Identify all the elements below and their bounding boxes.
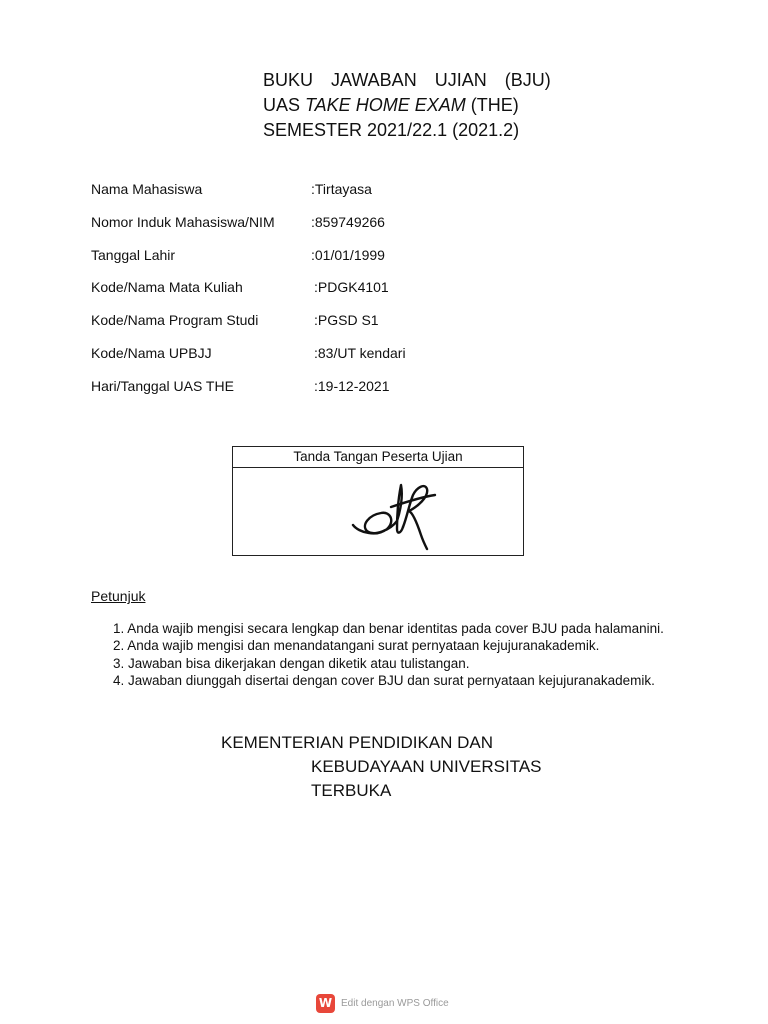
- signature-image: [351, 477, 441, 553]
- instruction-item: 4. Jawaban diunggah disertai dengan cover BJU dan surat pernyataan kejujuranakademik.: [113, 673, 655, 689]
- identity-label: Nama Mahasiswa: [91, 181, 203, 197]
- identity-label: Kode/Nama UPBJJ: [91, 344, 212, 361]
- identity-value: :Tirtayasa: [311, 181, 372, 197]
- instruction-item: 3. Jawaban bisa dikerjakan dengan diketik atau tulistangan.: [113, 655, 470, 671]
- title-line-2-prefix: UAS: [263, 95, 306, 115]
- wps-logo-icon: W: [316, 994, 335, 1013]
- identity-value: :PGSD S1: [314, 312, 379, 329]
- identity-label: Kode/Nama Mata Kuliah: [91, 279, 243, 296]
- identity-value: :19-12-2021: [314, 377, 390, 394]
- identity-label: Hari/Tanggal UAS THE: [91, 377, 234, 394]
- identity-label: Kode/Nama Program Studi: [91, 312, 259, 329]
- ministry-line-3: TERBUKA: [311, 781, 392, 800]
- identity-value: :83/UT kendari: [314, 344, 406, 361]
- ministry-line-1: KEMENTERIAN PENDIDIKAN DAN: [221, 733, 494, 752]
- signature-box-header: Tanda Tangan Peserta Ujian: [233, 447, 523, 468]
- title-line-1: BUKU JAWABAN UJIAN (BJU): [263, 70, 551, 90]
- wps-edit-link[interactable]: Edit dengan WPS Office: [341, 998, 449, 1009]
- ministry-line-2: KEBUDAYAAN UNIVERSITAS: [311, 757, 542, 776]
- wps-office-badge[interactable]: [316, 994, 449, 1013]
- identity-label: Nomor Induk Mahasiswa/NIM: [91, 213, 275, 230]
- title-line-2: [263, 93, 551, 118]
- document-title: [263, 68, 551, 143]
- instruction-item: 1. Anda wajib mengisi secara lengkap dan benar identitas pada cover BJU pada halamanini.: [113, 621, 664, 636]
- instructions-title: Petunjuk: [91, 588, 146, 604]
- instruction-item: 2. Anda wajib mengisi dan menandatangani surat pernyataan kejujuranakademik.: [113, 638, 600, 654]
- identity-label: Tanggal Lahir: [91, 246, 176, 263]
- title-line-2-suffix: (THE): [465, 95, 519, 115]
- identity-value: :01/01/1999: [311, 246, 385, 263]
- signature-box: [232, 446, 524, 556]
- identity-value: :PDGK4101: [314, 279, 389, 296]
- identity-value: :859749266: [311, 213, 385, 230]
- title-line-2-italic: TAKE HOME EXAM: [305, 95, 466, 115]
- instructions-list: [113, 620, 664, 690]
- title-line-3: SEMESTER 2021/22.1 (2021.2): [263, 120, 520, 140]
